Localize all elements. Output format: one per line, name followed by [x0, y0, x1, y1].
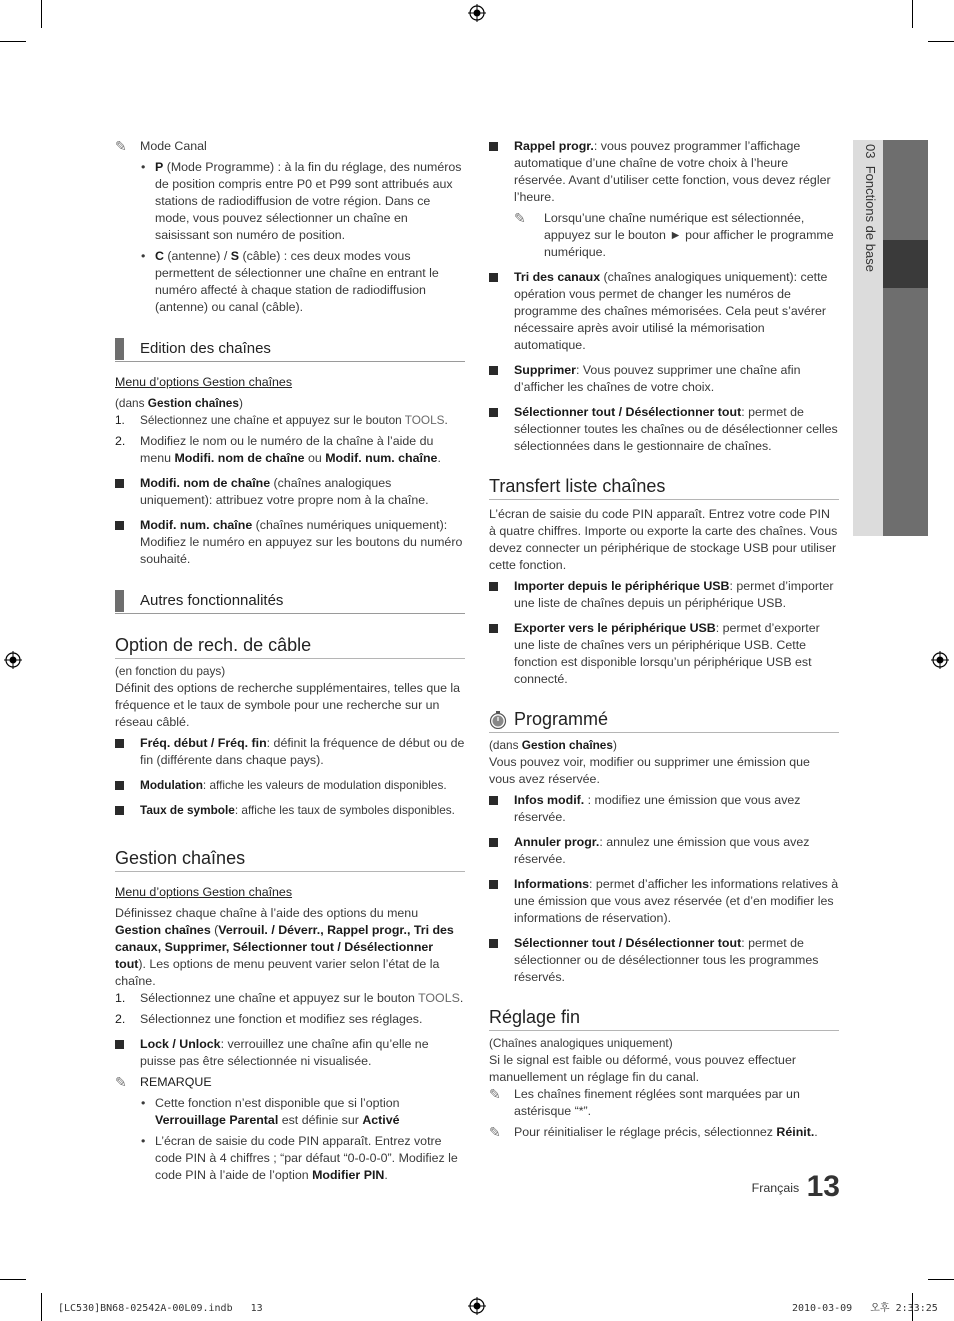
registration-mark-icon	[468, 1297, 486, 1315]
informations-item: Informations: permet d’afficher les informations relatives à une émission que vous avez réservée (et d’en modifier les informations de réservation).	[489, 876, 839, 927]
option-cable-heading: Option de rech. de câble	[115, 634, 465, 659]
pencil-note-icon: ✎	[489, 1124, 501, 1140]
left-column	[115, 138, 465, 1184]
option-desc: Définit des options de recherche supplémentaires, telles que la fréquence et le taux de symbole pour une recherche sur un réseau câblé.	[115, 681, 461, 729]
registration-mark-icon	[468, 4, 486, 22]
edition-menu-label: Menu d’options Gestion chaînes	[115, 375, 293, 389]
remarque-note: ✎ REMARQUE	[115, 1074, 212, 1090]
gestion-menu-label: Menu d’options Gestion chaînes	[115, 885, 293, 899]
chapter-tab	[853, 140, 928, 536]
edition-step-2: 2. Modifiez le nom ou le numéro de la chaîne à l’aide du menu Modifi. nom de chaîne ou Modif. num. chaîne.	[115, 434, 441, 465]
crop-mark	[912, 0, 913, 28]
selectionner-item: Sélectionner tout / Désélectionner tout: permet de sélectionner toutes les chaînes ou de désélectionner celles sélectionnées dans le gestionnaire de chaînes.	[489, 404, 839, 455]
clock-icon	[489, 711, 507, 729]
infos-item: Infos modif. : modifiez une émission que vous avez réservée.	[489, 792, 839, 826]
programme-heading: Programmé	[489, 708, 839, 733]
crop-mark	[0, 1279, 26, 1280]
reglage-desc: Si le signal est faible ou déformé, vous pouvez effectuer manuellement un réglage fin du canal.	[489, 1053, 796, 1084]
gestion-step-2: 2. Sélectionnez une fonction et modifiez ses réglages.	[115, 1012, 423, 1026]
reglage-heading: Réglage fin	[489, 1006, 839, 1031]
transfert-desc: L’écran de saisie du code PIN apparaît. Entrez votre code PIN à quatre chiffres. Importe ou exporte la carte des chaînes. Vous devez connecter un périphérique de stockage USB pour utiliser cette fonction.	[489, 507, 838, 572]
gestion-desc: Définissez chaque chaîne à l’aide des options du menu Gestion chaînes (Verrouil. / Déverr., Rappel progr., Tri des canaux, Supprimer, Sélectionner tout / Désélectionner tout). Les options de menu peuvent varier selon l’état de la chaîne.	[115, 906, 454, 988]
remarque-bullet-2: • L’écran de saisie du code PIN apparaît. Entrez votre code PIN à 4 chiffres ; “par défaut “0-0-0-0”. Modifiez le code PIN à l’aide de l’option Modifier PIN.	[141, 1134, 458, 1182]
chapter-label: 03 Fonctions de base	[863, 144, 878, 272]
supprimer-item: Supprimer: Vous pouvez supprimer une chaîne afin d’afficher les chaînes de votre choix.	[489, 362, 839, 396]
pencil-note-icon: ✎	[514, 210, 526, 226]
crop-mark	[928, 41, 954, 42]
mode-canal-note: ✎ Mode Canal	[115, 138, 207, 154]
freq-item: Fréq. début / Fréq. fin: définit la fréquence de début ou de fin (différente dans chaque pays).	[115, 735, 465, 769]
reglage-note: (Chaînes analogiques uniquement)	[489, 1036, 673, 1050]
print-slug-file: [LC530]BN68-02542A-00L09.indb 13	[58, 1303, 263, 1314]
gestion-heading: Gestion chaînes	[115, 847, 465, 872]
crop-mark	[0, 41, 26, 42]
importer-item: Importer depuis le périphérique USB: permet d’importer une liste de chaînes depuis un périphérique USB.	[489, 578, 839, 612]
rappel-item: Rappel progr.: vous pouvez programmer l’affichage automatique d’une chaîne de votre choix à l’heure réservée. Avant d’utiliser cette fonction, vous devez régler l’heure.	[489, 138, 839, 206]
remarque-bullet-1: • Cette fonction n’est disponible que si l’option Verrouillage Parental est définie sur Activé	[141, 1096, 400, 1127]
modif-num-item: Modif. num. chaîne (chaînes numériques uniquement): Modifiez le numéro en appuyez sur les boutons du numéro souhaité.	[115, 517, 465, 568]
crop-mark	[41, 0, 42, 28]
autres-heading: Autres fonctionnalités	[115, 588, 465, 614]
exporter-item: Exporter vers le périphérique USB: permet d’exporter une liste de chaînes vers un périphérique USB. Cette fonction est disponible lorsqu’un périphérique USB est connecté.	[489, 620, 839, 688]
reglage-note-2: ✎ Pour réinitialiser le réglage précis, sélectionnez Réinit..	[489, 1124, 818, 1140]
edition-step-1: 1. Sélectionnez une chaîne et appuyez sur le bouton TOOLS.	[115, 413, 448, 427]
modulation-item: Modulation: affiche les valeurs de modulation disponibles.	[115, 777, 465, 794]
gestion-step-1: 1. Sélectionnez une chaîne et appuyez sur le bouton TOOLS.	[115, 991, 464, 1005]
pencil-note-icon: ✎	[115, 1074, 127, 1090]
edition-context: (dans Gestion chaînes)	[115, 396, 243, 410]
page-footer	[700, 1170, 840, 1210]
lock-item: Lock / Unlock: verrouillez une chaîne afin qu’elle ne puisse pas être sélectionnée ni visualisée.	[115, 1036, 465, 1070]
pencil-note-icon: ✎	[489, 1086, 501, 1102]
registration-mark-icon	[4, 651, 22, 669]
page-number: 13	[806, 1170, 840, 1203]
selectionner-programmes-item: Sélectionner tout / Désélectionner tout: permet de sélectionner ou de désélectionner tous les programmes réservés.	[489, 935, 839, 986]
crop-mark	[41, 1293, 42, 1321]
bullet-c: • C (antenne) / S (câble) : ces deux modes vous permettent de sélectionner une chaîne en entrant le numéro affecté à chaque station de radiodiffusion (antenne) ou canal (câble).	[141, 249, 439, 314]
tri-item: Tri des canaux (chaînes analogiques uniquement): cette opération vous permet de changer les numéros de programme des chaînes mémorisées. Cela peut s’avérer nécessaire après avoir utilisé la mémorisation automatique.	[489, 269, 839, 354]
programme-desc: Vous pouvez voir, modifier ou supprimer une émission que vous avez réservée.	[489, 755, 810, 786]
print-slug-timestamp: 2010-03-09 오후 2:33:25	[792, 1303, 938, 1314]
option-note: (en fonction du pays)	[115, 664, 226, 678]
footer-language: Français	[751, 1181, 800, 1195]
crop-mark	[928, 1279, 954, 1280]
taux-item: Taux de symbole: affiche les taux de symboles disponibles.	[115, 802, 465, 819]
annuler-item: Annuler progr.: annulez une émission que vous avez réservée.	[489, 834, 839, 868]
pencil-note-icon: ✎	[115, 138, 127, 154]
edition-heading: Edition des chaînes	[115, 336, 465, 362]
right-column	[489, 138, 839, 1141]
programme-context: (dans Gestion chaînes)	[489, 738, 617, 752]
transfert-heading: Transfert liste chaînes	[489, 475, 839, 500]
modifi-nom-item: Modifi. nom de chaîne (chaînes analogiques uniquement): attribuez votre propre nom à la chaîne.	[115, 475, 465, 509]
rappel-note: ✎ Lorsqu’une chaîne numérique est sélectionnée, appuyez sur le bouton ► pour afficher le programme numérique.	[514, 210, 834, 259]
bullet-p: • P (Mode Programme) : à la fin du réglage, des numéros de position compris entre P0 et P99 sont attribués aux stations de radiodiffusion de votre région. Dans ce mode, vous pouvez sélectionner un chaîne en saisissant son numéro de position.	[141, 160, 462, 242]
reglage-note-1: ✎ Les chaînes finement réglées sont marquées par un astérisque “*”.	[489, 1086, 800, 1118]
registration-mark-icon	[931, 651, 949, 669]
